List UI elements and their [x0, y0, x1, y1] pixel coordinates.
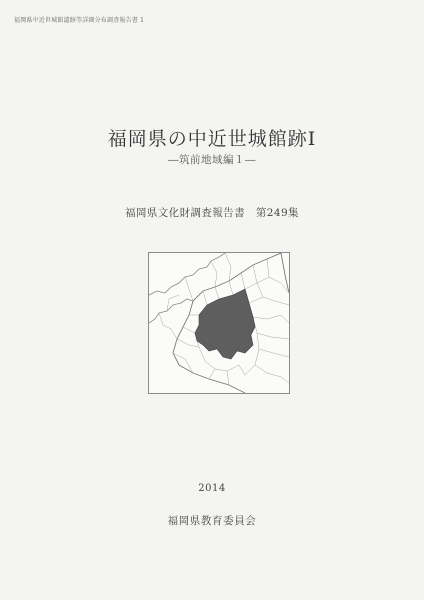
- region-map-graphic: [149, 253, 289, 393]
- publication-year: 2014: [198, 483, 226, 494]
- region-map: [148, 252, 290, 394]
- spine-text: 福岡県中近世城館遺跡等詳細分布調査報告書 1: [14, 17, 145, 24]
- report-subtitle: ―筑前地域編１―: [168, 154, 256, 166]
- publisher: 福岡県教育委員会: [167, 515, 257, 527]
- highlighted-region: [195, 289, 255, 359]
- series-label: 福岡県文化財調査報告書 第249集: [125, 207, 299, 219]
- report-title: 福岡県の中近世城館跡Ⅰ: [107, 128, 317, 150]
